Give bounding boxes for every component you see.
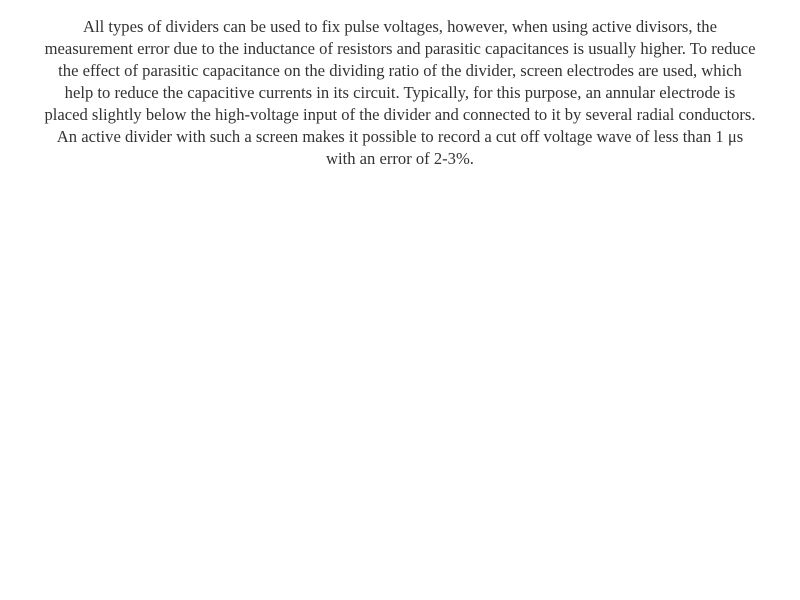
body-paragraph: All types of dividers can be used to fix pulse voltages, however, when using active divisors, the measurement error due to the inductance of resistors and parasitic capacitances is usually higher. To reduce the effect of parasitic capacitance on the dividing ratio of the divider, screen electrodes are used, which help to reduce the capacitive currents in its circuit. Typically, for this purpose, an annular electrode is placed slightly below the high-voltage input of the divider and connected to it by several radial conductors. An active divider with such a screen makes it possible to record a cut off voltage wave of less than 1 μs with an error of 2-3%. [44,17,756,168]
